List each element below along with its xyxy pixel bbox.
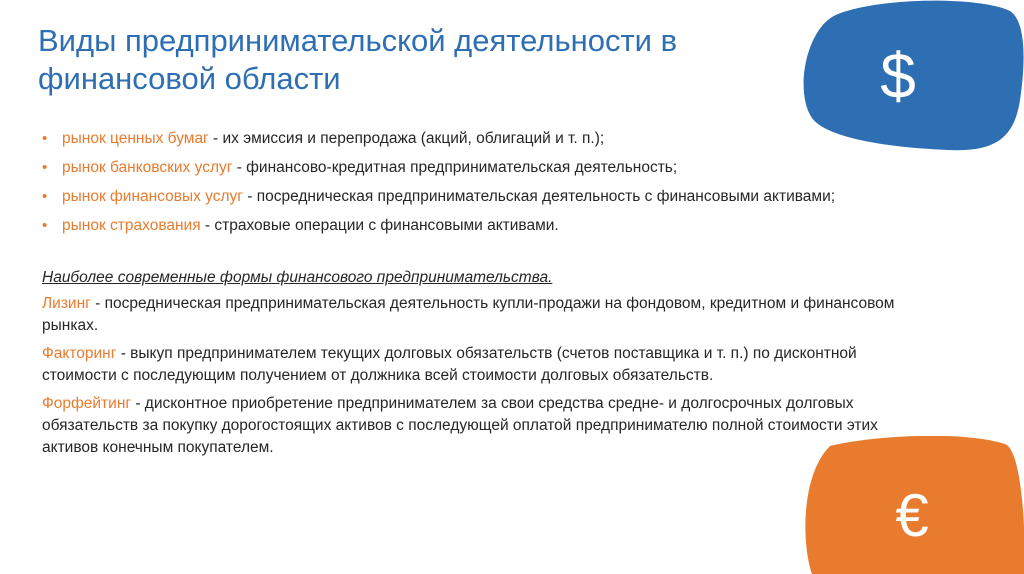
list-item: [42, 186, 902, 208]
bullet-text: - страховые операции с финансовыми активами.: [200, 217, 559, 234]
dollar-sign-icon: $: [880, 40, 916, 112]
definition-term: Факторинг: [42, 345, 117, 362]
bullet-icon: •: [42, 188, 48, 205]
bullet-term: рынок ценных бумаг: [62, 130, 209, 147]
list-item: [42, 128, 902, 150]
bullet-term: рынок банковских услуг: [62, 159, 233, 176]
definition-text: - посредническая предпринимательская деятельность купли-продажи на фондовом, кредитном и финансовом рынках.: [42, 295, 895, 334]
definition-term: Форфейтинг: [42, 395, 132, 412]
bullet-term: рынок страхования: [62, 217, 201, 234]
definition-term: Лизинг: [42, 295, 91, 312]
definition-leasing: [42, 293, 902, 337]
bullet-text: - их эмиссия и перепродажа (акций, облигаций и т. п.);: [208, 130, 605, 147]
definition-text: - дисконтное приобретение предпринимателем за свои средства средне- и долгосрочных долговых обязательств за покупку дорогостоящих активов с последующей оплатой предпринимателю полной стоимости этих активов конечным покупателем.: [42, 395, 878, 456]
bullet-icon: •: [42, 159, 48, 176]
slide-body: [42, 128, 902, 463]
bullet-text: - посредническая предпринимательская деятельность с финансовыми активами;: [242, 188, 836, 205]
bullet-list: [42, 128, 902, 237]
bullet-text: - финансово-кредитная предпринимательская деятельность;: [232, 159, 678, 176]
list-item: [42, 157, 902, 179]
bullet-icon: •: [42, 130, 48, 147]
list-item: [42, 215, 902, 237]
bullet-icon: •: [42, 217, 48, 234]
slide-title: Виды предпринимательской деятельности в финансовой области: [38, 23, 678, 96]
definition-factoring: [42, 343, 902, 387]
definition-forfaiting: [42, 393, 902, 459]
euro-sign-icon: €: [895, 482, 929, 549]
section-subheading: Наиболее современные формы финансового предпринимательства.: [42, 269, 553, 286]
definition-text: - выкуп предпринимателем текущих долговых обязательств (счетов поставщика и т. п.) по дисконтной стоимости с последующим получением от должника всей стоимости долговых обязательств.: [42, 345, 857, 384]
bullet-term: рынок финансовых услуг: [62, 188, 243, 205]
